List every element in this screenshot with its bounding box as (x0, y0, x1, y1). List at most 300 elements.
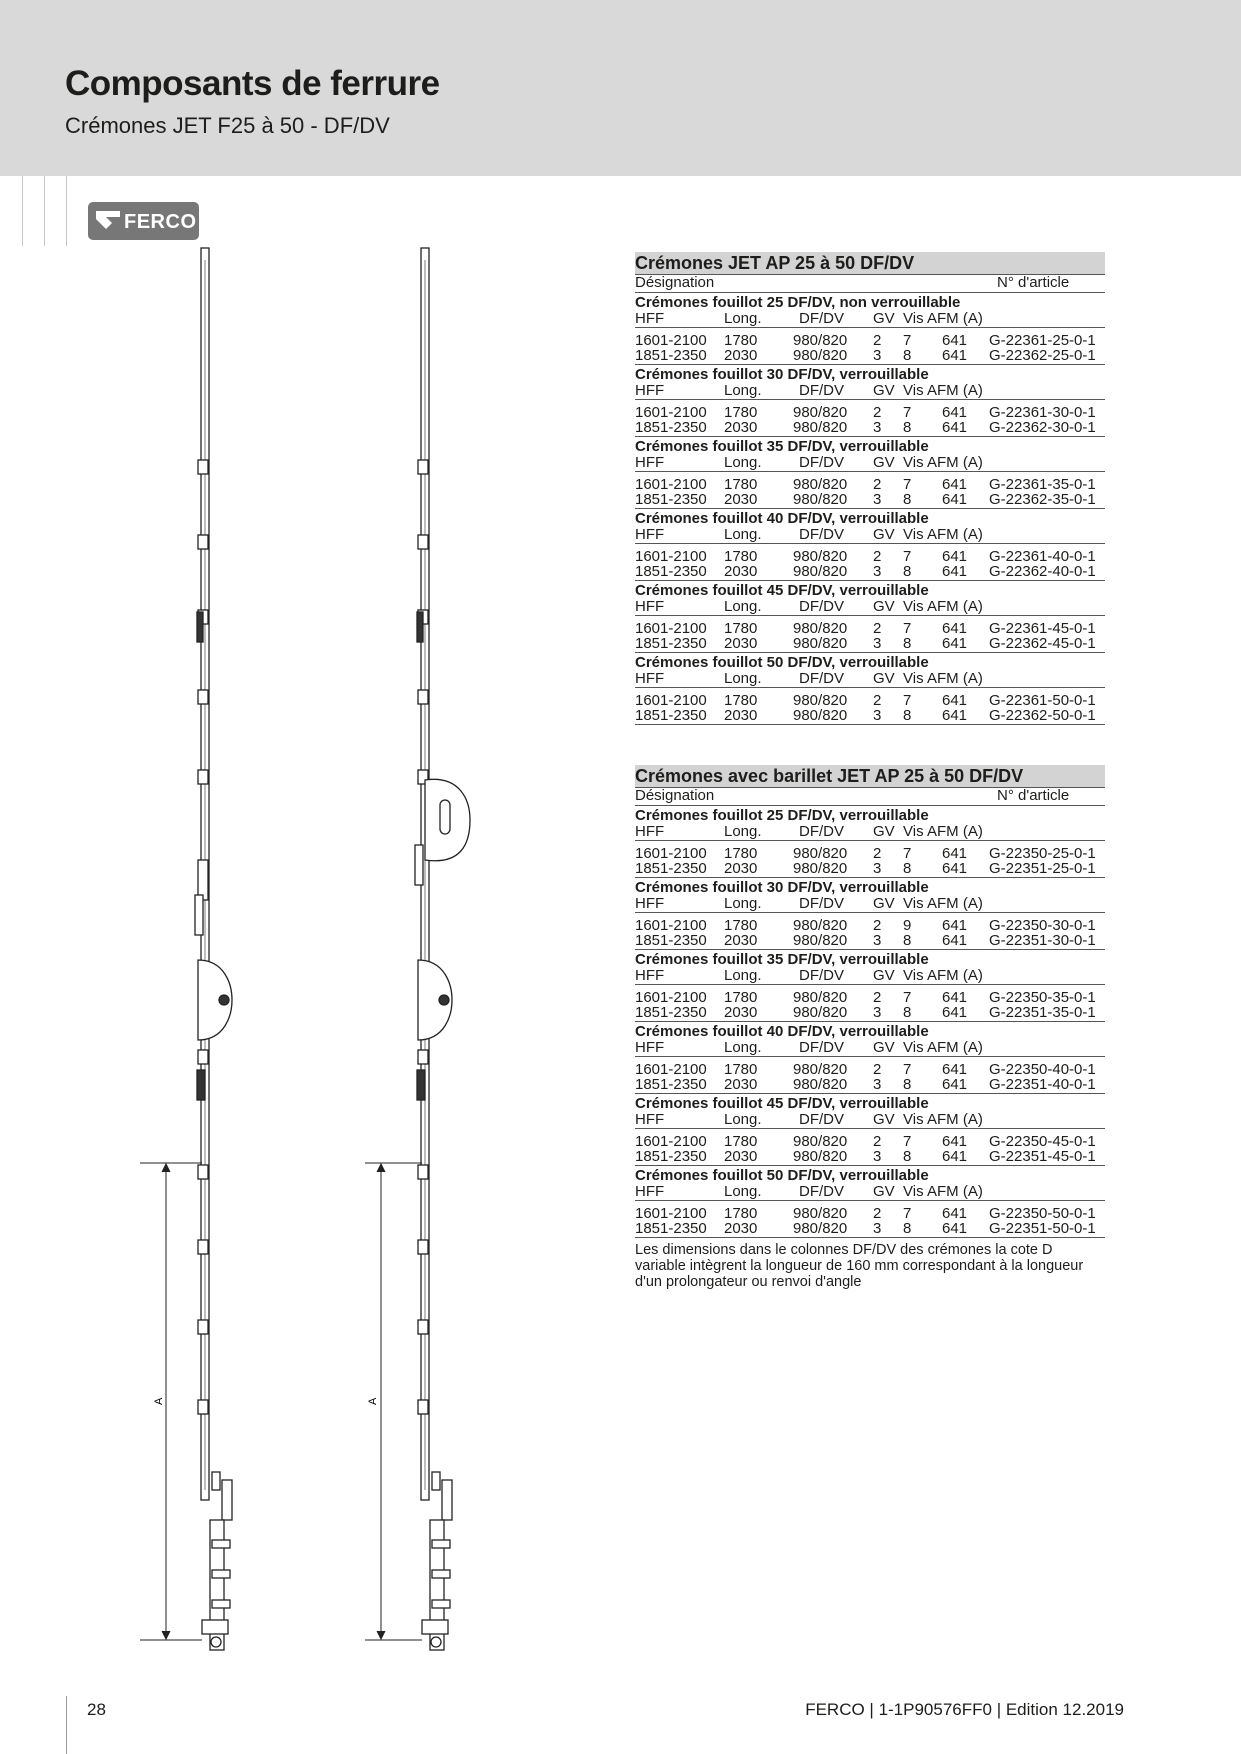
table-cell: G-22361-25-0-1 (989, 332, 1096, 349)
table-cell: 2 (873, 404, 882, 421)
table-cell: 2030 (724, 635, 758, 652)
table-cell: 2 (873, 548, 882, 565)
table-cell: 1601-2100 (635, 1205, 707, 1222)
table-cell: 2 (873, 1133, 882, 1150)
table-cell: 7 (903, 548, 912, 565)
column-header: Vis (903, 823, 924, 840)
table-cell: G-22362-30-0-1 (989, 419, 1096, 436)
table-cell: 1780 (724, 404, 758, 421)
table-cell: 1601-2100 (635, 1133, 707, 1150)
table-cell: G-22350-35-0-1 (989, 989, 1096, 1006)
table-cell: 1601-2100 (635, 476, 707, 493)
column-header: Vis (903, 598, 924, 615)
column-header: HFF (635, 1111, 665, 1128)
table-cell: 1851-2350 (635, 347, 707, 364)
table-cremones-jet (635, 252, 1105, 725)
column-header: AFM (A) (927, 1183, 983, 1200)
table-cell: 1780 (724, 620, 758, 637)
table-cell: G-22351-35-0-1 (989, 1004, 1096, 1021)
column-header: DF/DV (799, 1111, 844, 1128)
table-cell: 2030 (724, 707, 758, 724)
table-cell: 1780 (724, 1133, 758, 1150)
table-cell: G-22361-50-0-1 (989, 692, 1096, 709)
table-cell: 641 (942, 1076, 968, 1093)
table-cell: 980/820 (793, 917, 848, 934)
table-row (635, 621, 1105, 636)
table-cell: 980/820 (793, 419, 848, 436)
column-header: AFM (A) (927, 598, 983, 615)
table-cell: G-22351-30-0-1 (989, 932, 1096, 949)
table-cell: 641 (942, 917, 968, 934)
column-headers (635, 599, 1105, 616)
table-cell: 2030 (724, 347, 758, 364)
column-header: HFF (635, 670, 665, 687)
table-cell: 641 (942, 707, 968, 724)
table-cell: 1780 (724, 989, 758, 1006)
cremone-technical-drawing (140, 240, 480, 1660)
table-cell: 1780 (724, 1205, 758, 1222)
column-headers (635, 1184, 1105, 1201)
column-header: GV (873, 823, 895, 840)
table-cell: 641 (942, 1061, 968, 1078)
table-cell: 641 (942, 332, 968, 349)
table-row (635, 636, 1105, 653)
table-title: Crémones avec barillet JET AP 25 à 50 DF/DV (635, 765, 1105, 788)
table-row (635, 549, 1105, 564)
column-header: GV (873, 526, 895, 543)
table-row (635, 1062, 1105, 1077)
table-cell: 1601-2100 (635, 845, 707, 862)
table-cell: 8 (903, 1220, 912, 1237)
table-cell: 641 (942, 620, 968, 637)
table-cell: 980/820 (793, 1004, 848, 1021)
table-cell: 2 (873, 1205, 882, 1222)
table-cell: 641 (942, 1220, 968, 1237)
column-header: DF/DV (799, 382, 844, 399)
table-cell: 2 (873, 332, 882, 349)
column-header: HFF (635, 1183, 665, 1200)
designation-label: Désignation (635, 274, 715, 291)
table-cell: 2 (873, 620, 882, 637)
table-cell: 641 (942, 692, 968, 709)
table-cell: 641 (942, 932, 968, 949)
table-cell: 2 (873, 476, 882, 493)
table-cell: G-22350-40-0-1 (989, 1061, 1096, 1078)
designation-header (635, 275, 1105, 293)
table-cell: G-22362-50-0-1 (989, 707, 1096, 724)
column-header: AFM (A) (927, 526, 983, 543)
table-cell: 3 (873, 635, 882, 652)
table-cell: 2 (873, 845, 882, 862)
table-cell: 980/820 (793, 563, 848, 580)
table-cell: G-22350-30-0-1 (989, 917, 1096, 934)
column-header: AFM (A) (927, 670, 983, 687)
table-cell: 641 (942, 347, 968, 364)
table-cell: 7 (903, 845, 912, 862)
table-row (635, 333, 1105, 348)
footer-reference: FERCO | 1-1P90576FF0 | Edition 12.2019 (805, 1700, 1124, 1719)
table-cell: G-22350-50-0-1 (989, 1205, 1096, 1222)
table-cell: 1601-2100 (635, 620, 707, 637)
column-header: HFF (635, 598, 665, 615)
table-cell: 3 (873, 1220, 882, 1237)
column-header: AFM (A) (927, 823, 983, 840)
table-cell: 3 (873, 1004, 882, 1021)
table-cell: 7 (903, 1205, 912, 1222)
column-header: GV (873, 1111, 895, 1128)
margin-rule (22, 176, 23, 246)
column-header: DF/DV (799, 895, 844, 912)
column-header: AFM (A) (927, 310, 983, 327)
table-cell: 8 (903, 347, 912, 364)
table-cell: 980/820 (793, 1061, 848, 1078)
table-cell: 2030 (724, 1148, 758, 1165)
table-row (635, 1134, 1105, 1149)
table-cell: 1780 (724, 845, 758, 862)
column-header: HFF (635, 382, 665, 399)
table-title: Crémones JET AP 25 à 50 DF/DV (635, 252, 1105, 275)
table-cell: 980/820 (793, 692, 848, 709)
table-cell: 980/820 (793, 1076, 848, 1093)
column-headers (635, 527, 1105, 544)
column-header: HFF (635, 823, 665, 840)
table-row (635, 933, 1105, 950)
table-row (635, 1221, 1105, 1238)
column-header: DF/DV (799, 967, 844, 984)
group-title: Crémones fouillot 30 DF/DV, verrouillable (635, 879, 929, 896)
column-header: DF/DV (799, 310, 844, 327)
table-cell: 8 (903, 1004, 912, 1021)
table-cell: 2030 (724, 860, 758, 877)
table-row (635, 477, 1105, 492)
table-cell: 641 (942, 635, 968, 652)
table-cell: 1601-2100 (635, 692, 707, 709)
table-cell: 2030 (724, 1004, 758, 1021)
table-cell: 1601-2100 (635, 548, 707, 565)
table-cell: 980/820 (793, 1205, 848, 1222)
table-cell: 7 (903, 1133, 912, 1150)
table-cell: 8 (903, 707, 912, 724)
table-cell: 1851-2350 (635, 563, 707, 580)
page-number: 28 (87, 1700, 106, 1719)
table-cell: 980/820 (793, 491, 848, 508)
table-cell: 1780 (724, 548, 758, 565)
table-cell: G-22362-35-0-1 (989, 491, 1096, 508)
table-cell: G-22351-50-0-1 (989, 1220, 1096, 1237)
table-cell: 980/820 (793, 635, 848, 652)
column-header: Long. (724, 454, 762, 471)
table-cell: 641 (942, 563, 968, 580)
group-title: Crémones fouillot 45 DF/DV, verrouillable (635, 1095, 929, 1112)
column-header: DF/DV (799, 598, 844, 615)
table-cell: 2030 (724, 419, 758, 436)
column-header: Long. (724, 1183, 762, 1200)
table-cell: 3 (873, 1148, 882, 1165)
table-cell: 641 (942, 1205, 968, 1222)
table-cell: 7 (903, 989, 912, 1006)
column-header: Vis (903, 895, 924, 912)
table-cell: 7 (903, 1061, 912, 1078)
group-title: Crémones fouillot 35 DF/DV, verrouillable (635, 951, 929, 968)
column-headers (635, 383, 1105, 400)
table-cell: 641 (942, 1148, 968, 1165)
table-cell: 1851-2350 (635, 707, 707, 724)
column-header: GV (873, 1039, 895, 1056)
table-cell: 641 (942, 1133, 968, 1150)
table-cell: 641 (942, 1004, 968, 1021)
column-header: HFF (635, 895, 665, 912)
table-cell: G-22361-45-0-1 (989, 620, 1096, 637)
table-row (635, 420, 1105, 437)
table-cell: 2030 (724, 563, 758, 580)
column-headers (635, 671, 1105, 688)
cremone-left (195, 248, 232, 1650)
table-cell: 980/820 (793, 1133, 848, 1150)
table-cell: 980/820 (793, 1220, 848, 1237)
column-header: DF/DV (799, 1183, 844, 1200)
column-header: AFM (A) (927, 967, 983, 984)
table-cell: 1780 (724, 332, 758, 349)
table-cell: 8 (903, 932, 912, 949)
page-title: Composants de ferrure (65, 64, 440, 103)
page-subtitle: Crémones JET F25 à 50 - DF/DV (65, 113, 390, 138)
column-headers (635, 1040, 1105, 1057)
table-cell: 7 (903, 404, 912, 421)
cremone-right (415, 248, 470, 1650)
column-header: GV (873, 454, 895, 471)
table-cell: G-22361-40-0-1 (989, 548, 1096, 565)
table-row (635, 1206, 1105, 1221)
table-cell: 3 (873, 1076, 882, 1093)
designation-label: Désignation (635, 787, 715, 804)
table-cremones-barillet (635, 765, 1105, 1290)
table-cell: 8 (903, 491, 912, 508)
ferco-arrow-icon (94, 209, 122, 233)
table-cell: 1780 (724, 917, 758, 934)
table-cell: 3 (873, 707, 882, 724)
column-headers (635, 1112, 1105, 1129)
table-cell: 1601-2100 (635, 917, 707, 934)
group-title: Crémones fouillot 25 DF/DV, verrouillable (635, 807, 929, 824)
column-header: Vis (903, 1183, 924, 1200)
table-row (635, 708, 1105, 725)
table-cell: 980/820 (793, 404, 848, 421)
table-cell: 641 (942, 476, 968, 493)
table-cell: G-22361-30-0-1 (989, 404, 1096, 421)
table-cell: 2030 (724, 1076, 758, 1093)
table-cell: 980/820 (793, 707, 848, 724)
table-row (635, 405, 1105, 420)
column-header: Vis (903, 967, 924, 984)
table-cell: 2030 (724, 491, 758, 508)
column-header: AFM (A) (927, 1039, 983, 1056)
column-header: GV (873, 670, 895, 687)
table-note: Les dimensions dans le colonnes DF/DV des crémones la cote D variable intègrent la longueur de 160 mm correspondant à la longueur d'un prolongateur ou renvoi d'angle (635, 1242, 1084, 1290)
table-cell: 8 (903, 1076, 912, 1093)
margin-rule (66, 176, 67, 246)
table-cell: 980/820 (793, 989, 848, 1006)
table-cell: 2 (873, 989, 882, 1006)
table-cell: G-22351-25-0-1 (989, 860, 1096, 877)
column-header: AFM (A) (927, 382, 983, 399)
table-cell: 8 (903, 635, 912, 652)
column-header: DF/DV (799, 526, 844, 543)
table-cell: 980/820 (793, 347, 848, 364)
table-row (635, 990, 1105, 1005)
group-title: Crémones fouillot 25 DF/DV, non verrouillable (635, 294, 961, 311)
column-header: HFF (635, 310, 665, 327)
table-cell: G-22361-35-0-1 (989, 476, 1096, 493)
table-row (635, 693, 1105, 708)
table-cell: 3 (873, 860, 882, 877)
column-header: AFM (A) (927, 1111, 983, 1128)
table-row (635, 348, 1105, 365)
table-cell: 1851-2350 (635, 1004, 707, 1021)
column-header: Vis (903, 382, 924, 399)
table-cell: 3 (873, 419, 882, 436)
column-header: AFM (A) (927, 454, 983, 471)
footer-rule (66, 1696, 67, 1754)
column-header: DF/DV (799, 454, 844, 471)
table-row (635, 564, 1105, 581)
table-cell: 1780 (724, 1061, 758, 1078)
table-cell: 1601-2100 (635, 332, 707, 349)
ferco-logo (88, 202, 199, 240)
table-cell: 980/820 (793, 932, 848, 949)
column-header: Long. (724, 670, 762, 687)
table-cell: 2030 (724, 1220, 758, 1237)
column-header: GV (873, 895, 895, 912)
page-header (0, 0, 1241, 176)
column-header: Long. (724, 382, 762, 399)
logo-text: FERCO (124, 211, 197, 233)
table-cell: 1851-2350 (635, 419, 707, 436)
dimension-label-left: A (153, 1397, 165, 1405)
column-header: Long. (724, 1111, 762, 1128)
column-header: GV (873, 310, 895, 327)
table-cell: 980/820 (793, 548, 848, 565)
column-header: DF/DV (799, 1039, 844, 1056)
table-cell: G-22362-25-0-1 (989, 347, 1096, 364)
table-cell: 980/820 (793, 1148, 848, 1165)
table-cell: 7 (903, 620, 912, 637)
table-cell: 641 (942, 845, 968, 862)
column-header: Long. (724, 598, 762, 615)
table-cell: 1780 (724, 692, 758, 709)
column-headers (635, 455, 1105, 472)
column-header: GV (873, 598, 895, 615)
column-header: Vis (903, 310, 924, 327)
group-title: Crémones fouillot 40 DF/DV, verrouillable (635, 1023, 929, 1040)
designation-header (635, 788, 1105, 806)
column-header: Long. (724, 526, 762, 543)
table-cell: 7 (903, 692, 912, 709)
table-cell: G-22362-40-0-1 (989, 563, 1096, 580)
column-header: HFF (635, 1039, 665, 1056)
table-cell: 980/820 (793, 620, 848, 637)
column-headers (635, 896, 1105, 913)
article-label: N° d'article (997, 787, 1070, 804)
table-row (635, 1005, 1105, 1022)
table-cell: 1851-2350 (635, 1148, 707, 1165)
table-cell: 8 (903, 563, 912, 580)
table-cell: G-22362-45-0-1 (989, 635, 1096, 652)
table-cell: 8 (903, 1148, 912, 1165)
table-cell: 3 (873, 347, 882, 364)
column-header: Long. (724, 967, 762, 984)
table-cell: 7 (903, 476, 912, 493)
column-header: GV (873, 967, 895, 984)
column-header: Vis (903, 1039, 924, 1056)
group-title: Crémones fouillot 40 DF/DV, verrouillable (635, 510, 929, 527)
table-cell: 641 (942, 548, 968, 565)
margin-rule (44, 176, 45, 246)
column-header: Vis (903, 526, 924, 543)
table-row (635, 1077, 1105, 1094)
table-cell: 1851-2350 (635, 860, 707, 877)
column-headers (635, 824, 1105, 841)
table-cell: 3 (873, 563, 882, 580)
table-cell: 641 (942, 404, 968, 421)
table-cell: 3 (873, 491, 882, 508)
table-cell: 1851-2350 (635, 1220, 707, 1237)
column-header: Long. (724, 823, 762, 840)
table-cell: 641 (942, 989, 968, 1006)
column-header: GV (873, 382, 895, 399)
column-header: DF/DV (799, 823, 844, 840)
column-headers (635, 311, 1105, 328)
table-cell: G-22350-25-0-1 (989, 845, 1096, 862)
article-label: N° d'article (997, 274, 1070, 291)
table-cell: 2 (873, 917, 882, 934)
table-cell: 641 (942, 860, 968, 877)
table-cell: 2 (873, 1061, 882, 1078)
table-cell: 1851-2350 (635, 932, 707, 949)
group-title: Crémones fouillot 30 DF/DV, verrouillable (635, 366, 929, 383)
group-title: Crémones fouillot 50 DF/DV, verrouillable (635, 1167, 929, 1184)
column-header: AFM (A) (927, 895, 983, 912)
group-title: Crémones fouillot 50 DF/DV, verrouillable (635, 654, 929, 671)
column-header: HFF (635, 526, 665, 543)
column-headers (635, 968, 1105, 985)
group-title: Crémones fouillot 35 DF/DV, verrouillable (635, 438, 929, 455)
table-cell: G-22351-40-0-1 (989, 1076, 1096, 1093)
table-cell: 8 (903, 419, 912, 436)
table-cell: 1780 (724, 476, 758, 493)
column-header: Vis (903, 670, 924, 687)
table-row (635, 846, 1105, 861)
table-cell: 980/820 (793, 332, 848, 349)
table-cell: 1601-2100 (635, 1061, 707, 1078)
column-header: Long. (724, 1039, 762, 1056)
table-row (635, 1149, 1105, 1166)
column-header: Long. (724, 895, 762, 912)
column-header: Vis (903, 454, 924, 471)
column-header: Long. (724, 310, 762, 327)
column-header: Vis (903, 1111, 924, 1128)
table-row (635, 861, 1105, 878)
column-header: HFF (635, 967, 665, 984)
table-cell: 980/820 (793, 845, 848, 862)
dimension-label-right: A (367, 1397, 379, 1405)
table-cell: 7 (903, 332, 912, 349)
table-row (635, 918, 1105, 933)
table-cell: 8 (903, 860, 912, 877)
table-cell: 1851-2350 (635, 1076, 707, 1093)
table-cell: G-22350-45-0-1 (989, 1133, 1096, 1150)
table-cell: 1601-2100 (635, 989, 707, 1006)
column-header: DF/DV (799, 670, 844, 687)
